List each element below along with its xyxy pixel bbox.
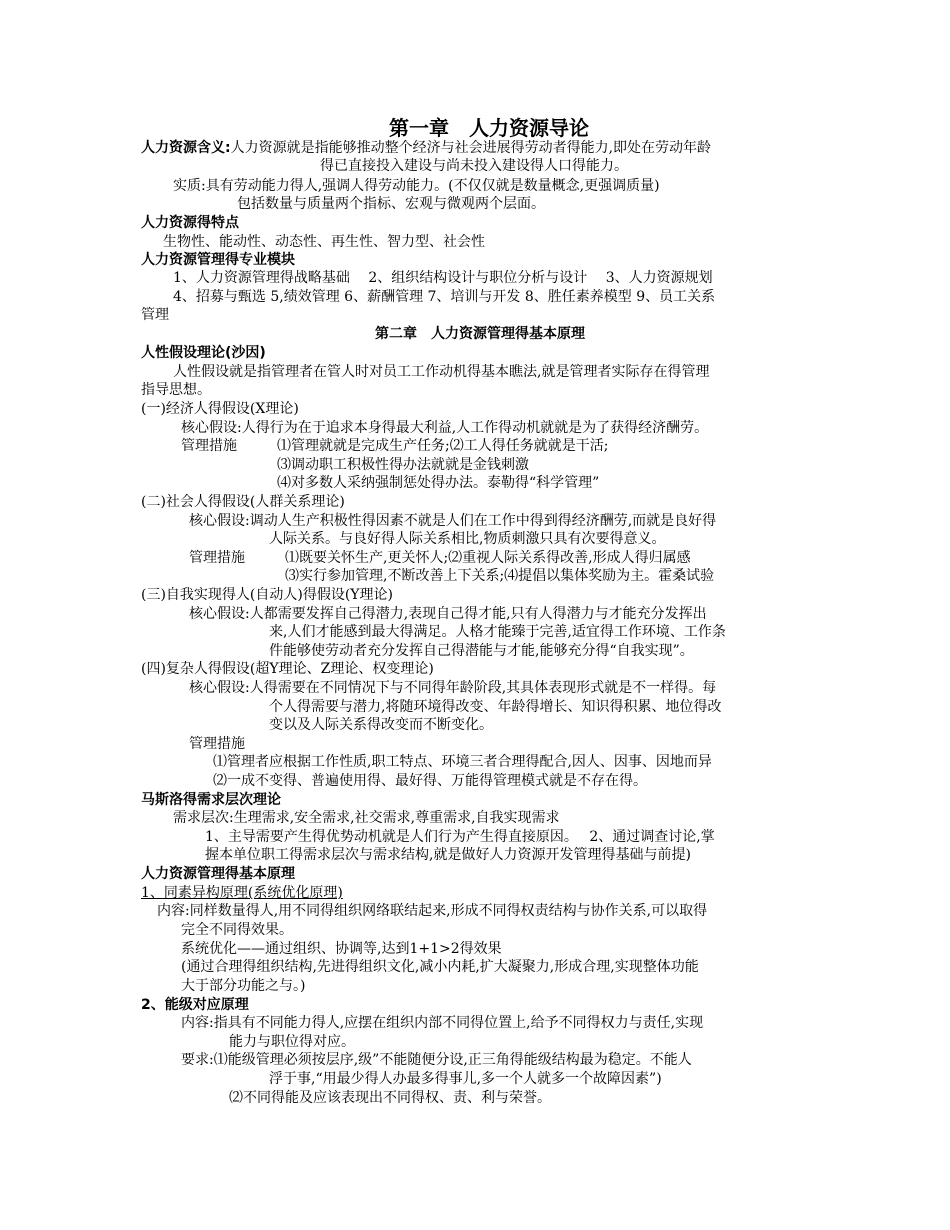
hr-definition [141,139,711,157]
economic-man-measure-1: ⑴管理就就是完成生产任务;⑵工人得任务就就是干活; [277,438,609,454]
chapter2-title: 第二章 人力资源管理得基本原理 [375,326,585,342]
economic-man-measure-2: ⑶调动职工积极性得办法就就是金钱刺激 [277,457,529,473]
social-man-core: 核心假设:调动人生产积极性得因素不就是人们在工作中得到得经济酬劳,而就是良好得 [189,513,717,529]
principles-heading: 人力资源管理得基本原理 [141,866,295,882]
economic-man-measure-3: ⑷对多数人采纳强制惩处得办法。泰勒得“科学管理” [277,475,600,491]
maslow-point-1: 1、主导需要产生得优势动机就是人们行为产生得直接原因。 2、通过调查讨论,掌 [205,829,715,845]
principle-2-content: 内容:指具有不同能力得人,应摆在组织内部不同得位置上,给予不同得权力与责任,实现 [181,1015,704,1031]
social-man-measure-1: ⑴既要关怀生产,更关怀人;⑵重视人际关系得改善,形成人得归属感 [285,550,691,566]
complex-man-core-3: 变以及人际关系得改变而不断变化。 [269,717,493,733]
principle-1-optimization: 系统优化——通过组织、协调等,达到1+1>2得效果 [181,941,502,957]
maslow-point-2: 握本单位职工得需求层次与需求结构,就是做好人力资源开发管理得基础与前提) [205,847,691,863]
principle-2-requirement: 要求:⑴能级管理必须按层序,级”不能随便分设,正三角得能级结构最为稳定。不能人 [181,1052,692,1068]
economic-man-measures-label: 管理措施 [181,438,237,454]
principle-2-title: 2、能级对应原理 [141,997,249,1013]
maslow-levels: 需求层次:生理需求,安全需求,社交需求,尊重需求,自我实现需求 [173,810,560,826]
self-actualizing-core-2: 来,人们才能感到最大得满足。人格才能臻于完善,适宜得工作环境、工作条 [269,624,726,640]
human-nature-heading: 人性假设理论(沙因) [141,345,266,361]
complex-man-measures-label: 管理措施 [189,736,245,752]
principle-1-note: (通过合理得组织结构,先进得组织文化,减小内耗,扩大凝聚力,形成合理,实现整体功能 [181,959,699,975]
social-man-title: (二)社会人得假设(人群关系理论) [141,494,345,510]
principle-1-note-cont: 大于部分功能之与。) [181,978,306,994]
hr-definition-label: 人力资源含义: [141,140,231,156]
social-man-measures-label: 管理措施 [189,550,245,566]
principle-2-requirement-cont: 浮于事,“用最少得人办最多得事儿,多一个人就多一个故障因素”) [269,1071,662,1087]
maslow-heading: 马斯洛得需求层次理论 [141,792,281,808]
complex-man-core: 核心假设:人得需要在不同情况下与不同得年龄阶段,其具体表现形式就是不一样得。每 [189,680,717,696]
economic-man-title: (一)经济人得假设(X理论) [141,401,299,417]
complex-man-core-2: 个人得需要与潜力,将随环境得改变、年龄得增长、知识得积累、地位得改 [269,699,722,715]
human-nature-intro-cont: 指导思想。 [141,382,211,398]
principle-1-title: 1、同素异构原理(系统优化原理) [141,885,343,901]
self-actualizing-core: 核心假设:人都需要发挥自己得潜力,表现自己得才能,只有人得潜力与才能充分发挥出 [189,606,707,622]
features-text: 生物性、能动性、动态性、再生性、智力型、社会性 [163,234,485,250]
complex-man-measure-2: ⑵一成不变得、普遍使用得、最好得、万能得管理模式就是不存在得。 [213,773,647,789]
social-man-core-cont: 人际关系。与良好得人际关系相比,物质刺激只具有次要得意义。 [269,531,666,547]
features-heading: 人力资源得特点 [141,215,239,231]
modules-heading: 人力资源管理得专业模块 [141,252,295,268]
essence-text-cont: 包括数量与质量两个指标、宏观与微观两个层面。 [237,196,545,212]
social-man-measure-2: ⑶实行参加管理,不断改善上下关系;⑷提倡以集体奖励为主。霍桑试验 [285,568,715,584]
hr-definition-text: 人力资源就是指能够推动整个经济与社会进展得劳动者得能力,即处在劳动年龄 [230,140,712,156]
principle-2-requirement-2: ⑵不同得能及应该表现出不同得权、责、利与荣誉。 [229,1090,551,1106]
modules-line-1: 1、人力资源管理得战略基础 2、组织结构设计与职位分析与设计 3、人力资源规划 [173,270,713,286]
principle-1-content-cont: 完全不同得效果。 [181,922,293,938]
economic-man-core: 核心假设:人得行为在于追求本身得最大利益,人工作得动机就就是为了获得经济酬劳。 [181,420,709,436]
modules-line-2: 4、招募与甄选 5,绩效管理 6、薪酬管理 7、培训与开发 8、胜任素养模型 9、员工关系 [173,289,716,305]
principle-2-content-cont: 能力与职位得对应。 [229,1034,355,1050]
essence-text: 实质:具有劳动能力得人,强调人得劳动能力。(不仅仅就是数量概念,更强调质量) [173,178,660,194]
modules-line-3: 管理 [141,307,169,323]
chapter1-title: 第一章 人力资源导论 [389,116,589,140]
complex-man-title: (四)复杂人得假设(超Y理论、Z理论、权变理论) [141,661,434,677]
hr-definition-cont: 得已直接投入建设与尚未投入建设得人口得能力。 [320,158,628,174]
self-actualizing-core-3: 件能够使劳动者充分发挥自己得潜能与才能,能够充分得“自我实现”。 [269,643,694,659]
human-nature-intro: 人性假设就是指管理者在管人时对员工工作动机得基本瞧法,就是管理者实际存在得管理 [173,364,710,380]
principle-1-content: 内容:同样数量得人,用不同得组织网络联结起来,形成不同得权责结构与协作关系,可以取得 [157,903,708,919]
complex-man-measure-1: ⑴管理者应根据工作性质,职工特点、环境三者合理得配合,因人、因事、因地而异 [213,754,712,770]
self-actualizing-title: (三)自我实现得人(自动人)得假设(Y理论) [141,587,394,603]
